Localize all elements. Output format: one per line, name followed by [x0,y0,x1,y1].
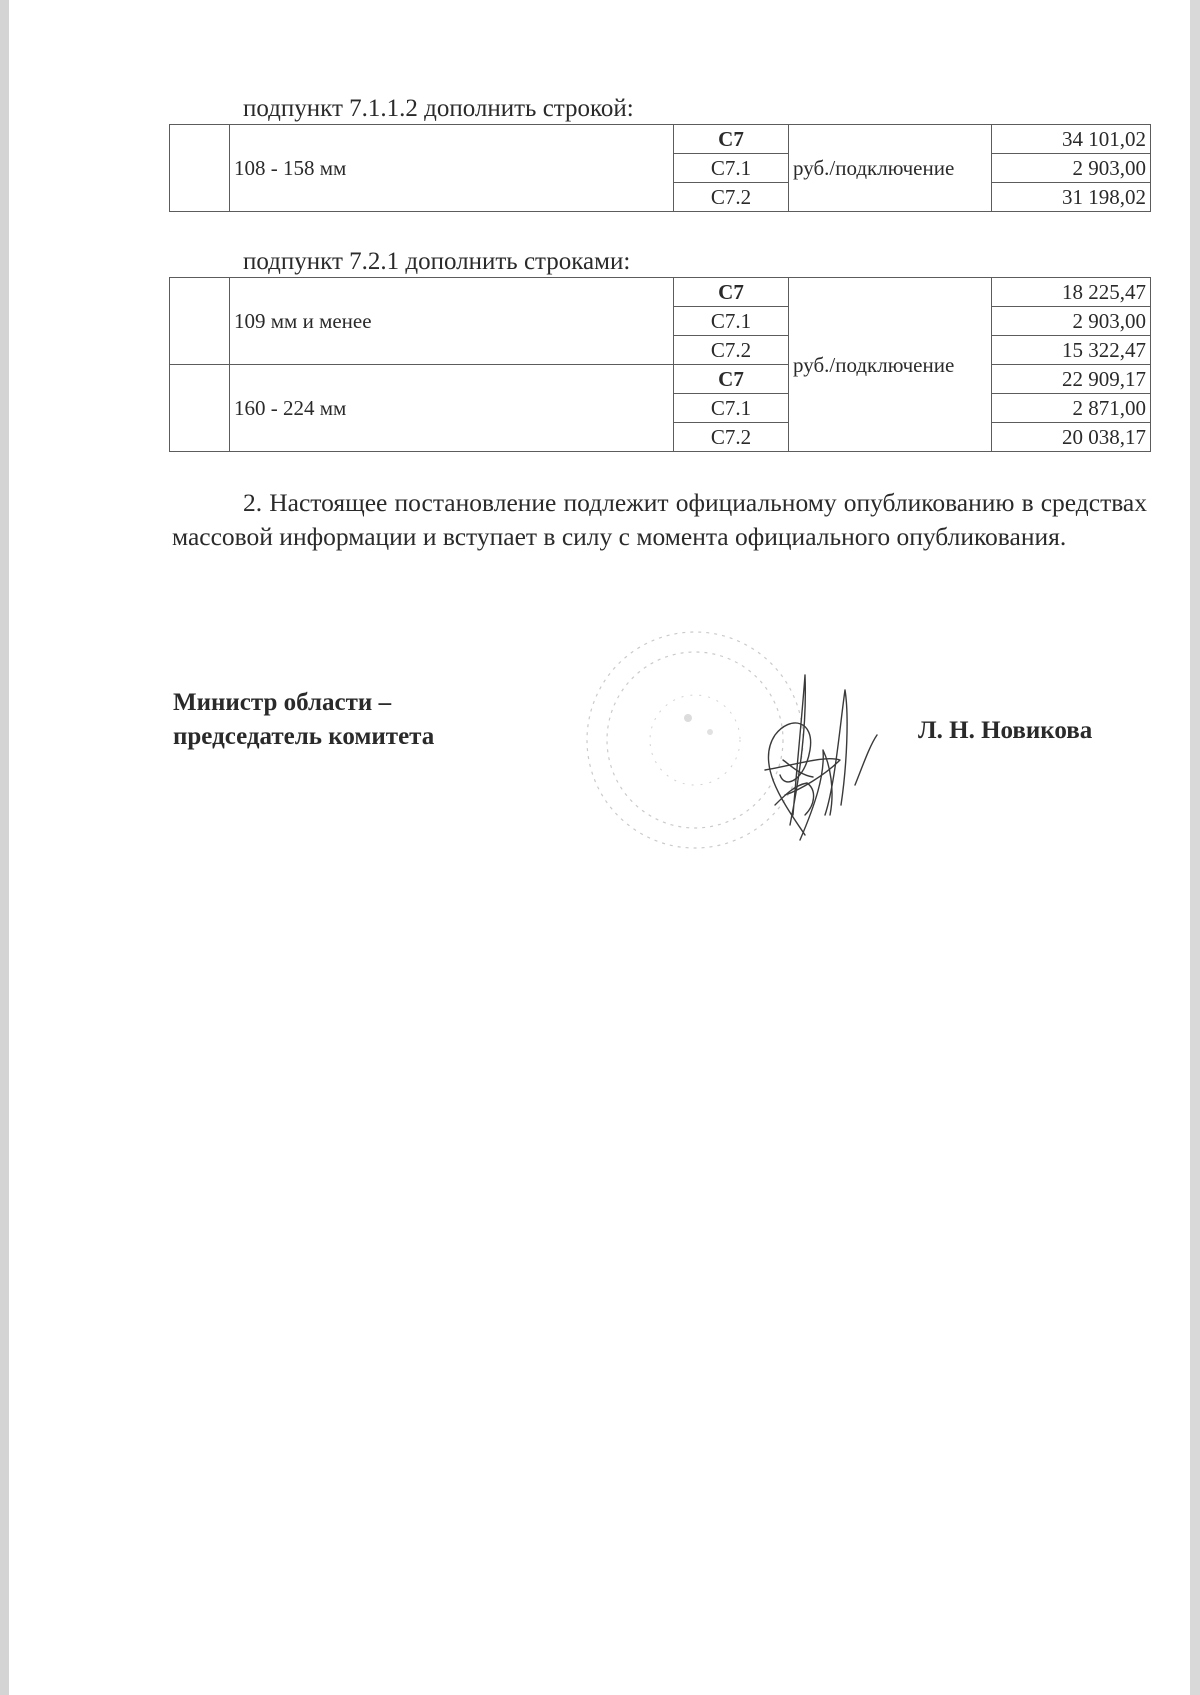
tariff-code-cell: С7 [674,125,789,154]
tariff-code-cell: С7.1 [674,154,789,183]
tariff-value-cell: 20 038,17 [992,423,1151,452]
signer-title-line1: Министр области – [173,689,392,716]
tariff-code-cell: С7.1 [674,307,789,336]
diameter-cell: 108 - 158 мм [230,125,674,212]
diameter-cell: 109 мм и менее [230,278,674,365]
paragraph-2-publication: 2. Настоящее постановление подлежит официальному опубликованию в средствах массовой информации и вступает в силу с момента официального опубликования. [172,488,1147,551]
row-number-cell [170,278,230,365]
table-row [170,278,1151,307]
table-row [170,125,1151,154]
tariff-code-cell: С7 [674,278,789,307]
diameter-cell: 160 - 224 мм [230,365,674,452]
row-number-cell [170,365,230,452]
tariff-code-cell: С7.2 [674,183,789,212]
tariff-code-cell: С7 [674,365,789,394]
scan-left-edge [0,0,9,1695]
tariff-table-7-1-1-2 [169,124,1151,212]
tariff-table-7-2-1 [169,277,1151,452]
tariff-value-cell: 34 101,02 [992,125,1151,154]
tariff-value-cell: 18 225,47 [992,278,1151,307]
tariff-value-cell: 2 903,00 [992,307,1151,336]
tariff-code-cell: С7.2 [674,423,789,452]
tariff-value-cell: 31 198,02 [992,183,1151,212]
tariff-value-cell: 2 871,00 [992,394,1151,423]
unit-cell: руб./подключение [789,278,992,452]
amendment-intro-7-2-1: подпункт 7.2.1 дополнить строками: [243,248,631,275]
signer-name: Л. Н. Новикова [918,717,1093,744]
signer-title-line2: председатель комитета [173,723,435,750]
tariff-code-cell: С7.1 [674,394,789,423]
tariff-code-cell: С7.2 [674,336,789,365]
signer-title [173,686,434,754]
scan-right-edge [1190,0,1200,1695]
signature-icon [745,665,895,850]
table-row [170,365,1151,394]
row-number-cell [170,125,230,212]
tariff-value-cell: 15 322,47 [992,336,1151,365]
unit-cell: руб./подключение [789,125,992,212]
tariff-value-cell: 22 909,17 [992,365,1151,394]
tariff-value-cell: 2 903,00 [992,154,1151,183]
amendment-intro-7-1-1-2: подпункт 7.1.1.2 дополнить строкой: [243,95,634,122]
